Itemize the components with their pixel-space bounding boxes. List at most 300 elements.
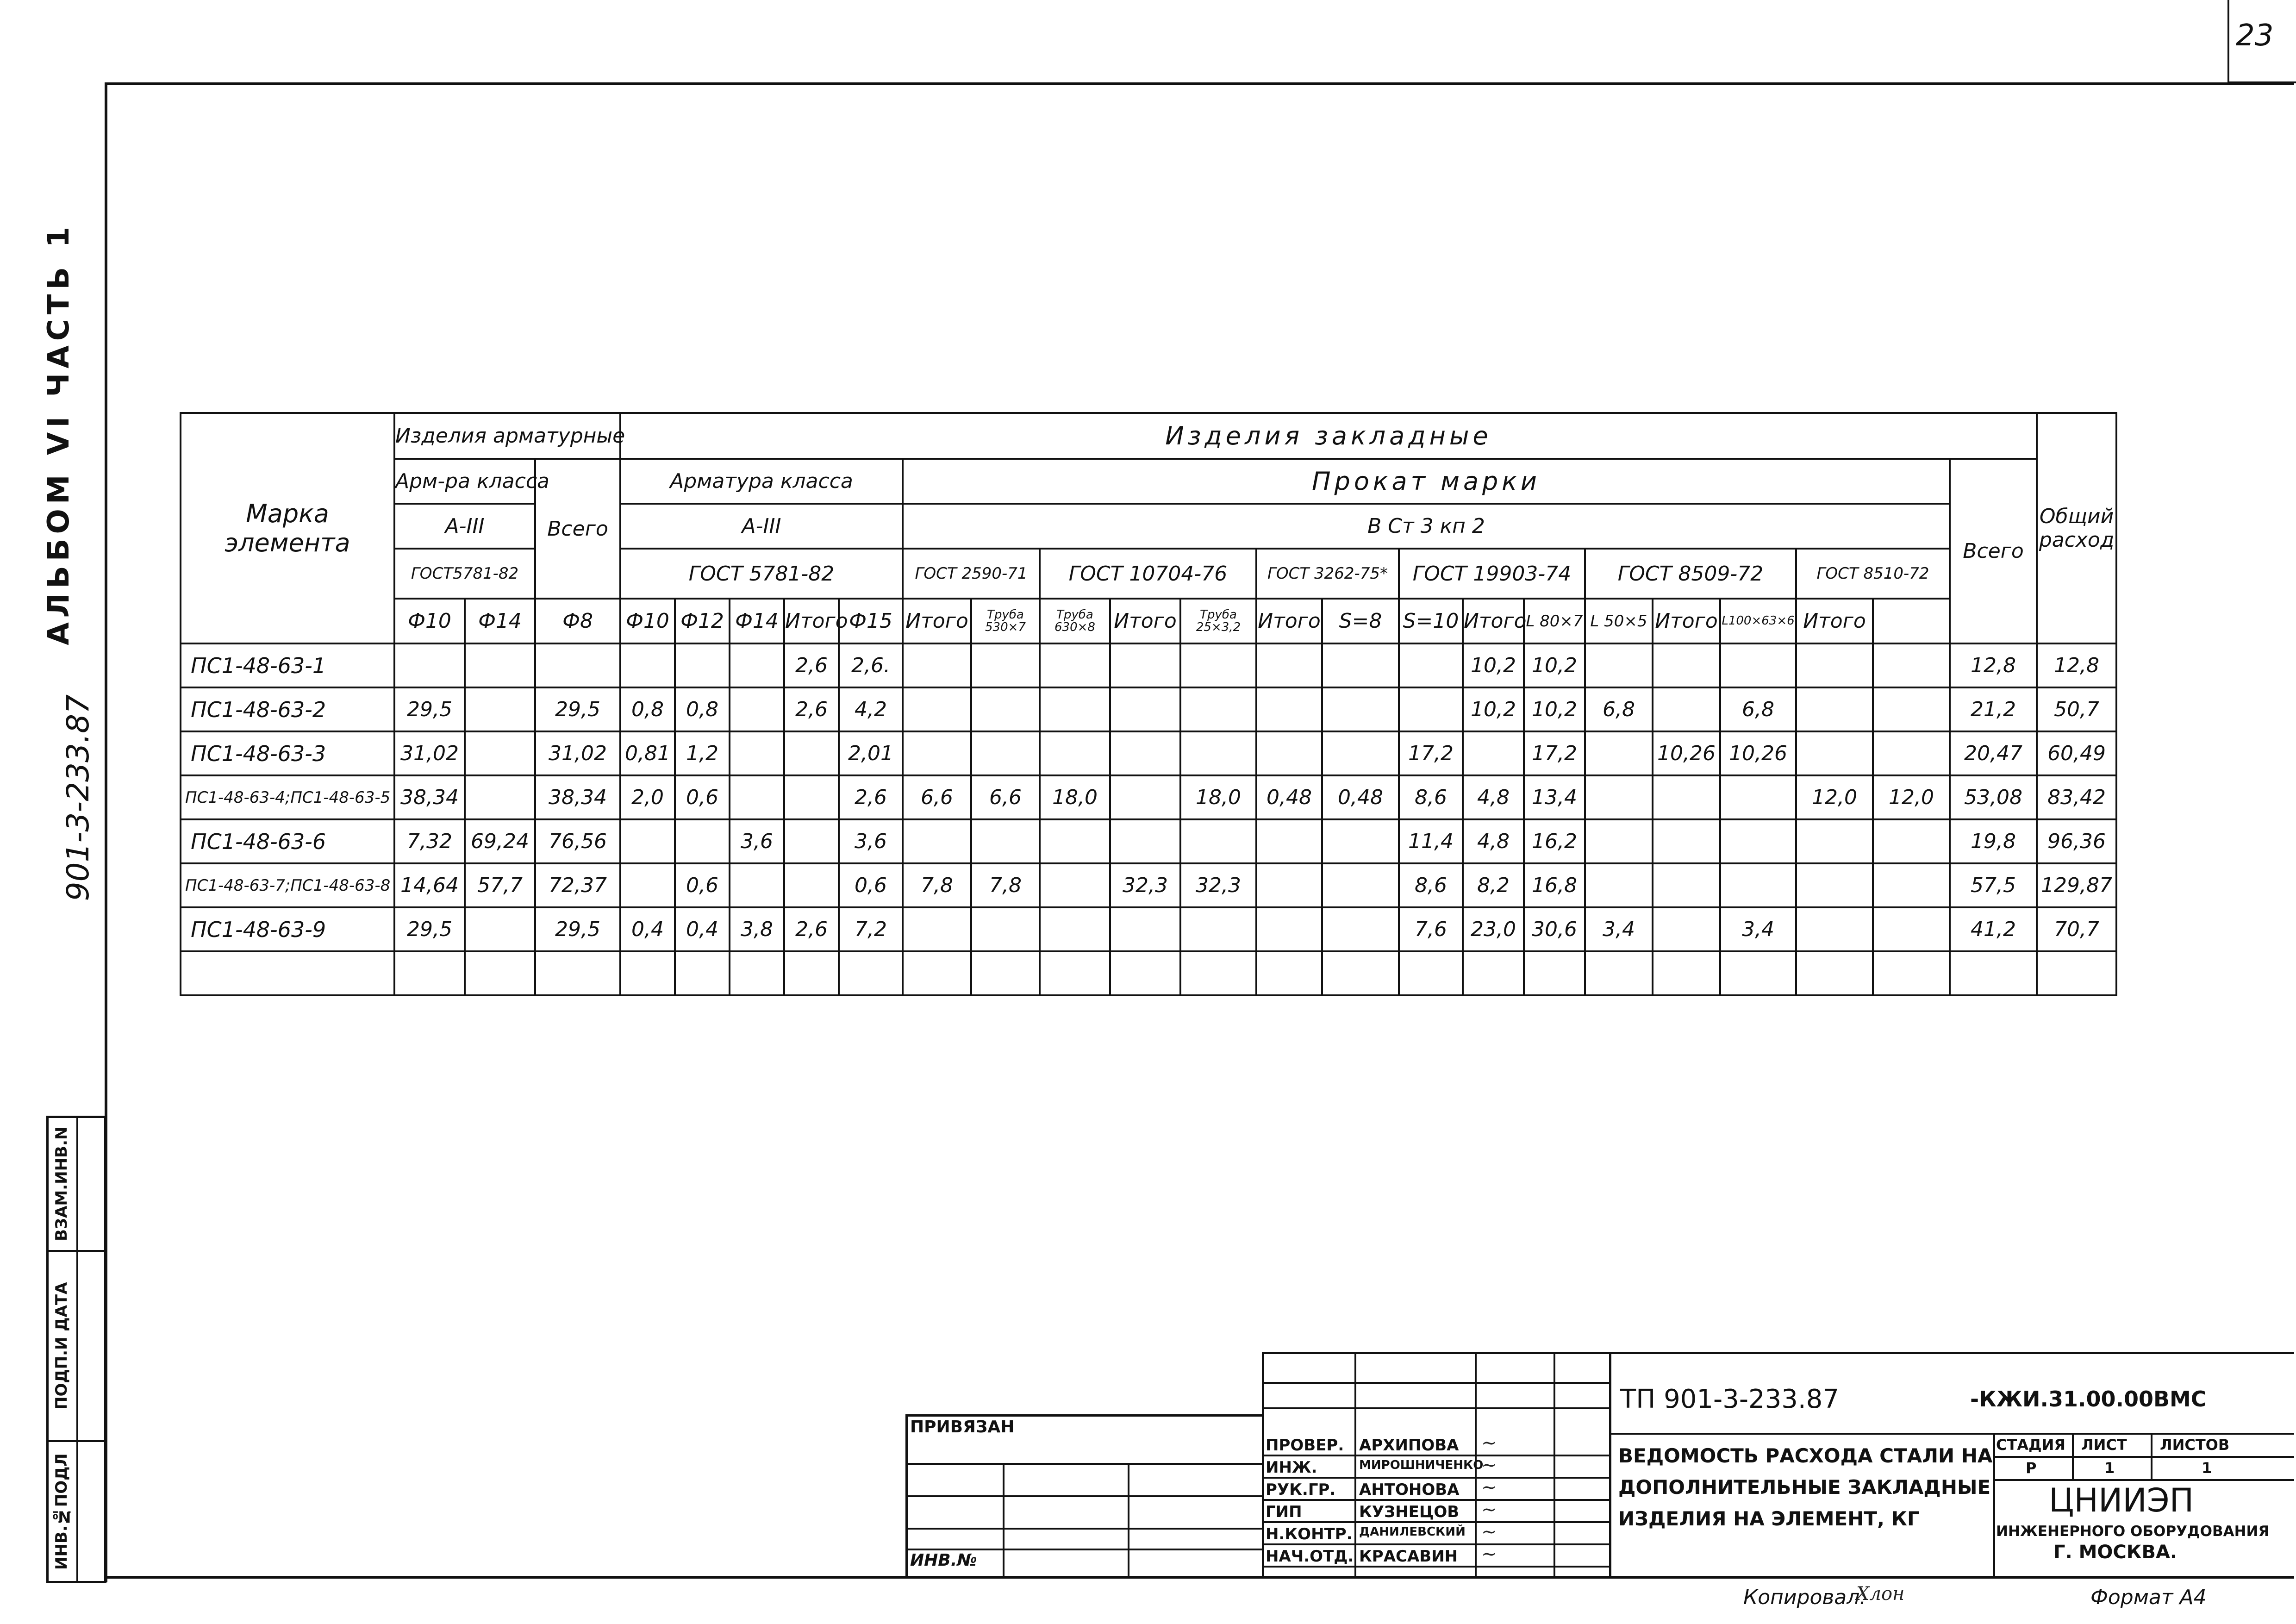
table-row xyxy=(181,687,2116,731)
table-cell xyxy=(784,863,839,907)
table-cell xyxy=(465,687,535,731)
table-cell xyxy=(1796,907,1873,951)
table-cell xyxy=(1110,907,1180,951)
album-label: АЛЬБОМ VI ЧАСТЬ 1 xyxy=(42,222,76,645)
row-marka: ПС1-48-63-9 xyxy=(181,907,394,951)
table-cell: 2,0 xyxy=(620,775,675,819)
header-armra-klassa: Арм-ра класса xyxy=(394,459,535,504)
table-cell: 7,6 xyxy=(1399,907,1463,951)
table-cell: 13,4 xyxy=(1524,775,1585,819)
table-cell xyxy=(1322,643,1399,687)
table-cell: 0,6 xyxy=(675,863,730,907)
header-vsego2: Всего xyxy=(1950,459,2037,643)
table-cell: 23,0 xyxy=(1463,907,1524,951)
table-cell xyxy=(1585,819,1653,863)
table-cell xyxy=(1796,951,1873,995)
table-cell: 0,4 xyxy=(675,907,730,951)
table-cell xyxy=(535,643,620,687)
table-cell: 2,6 xyxy=(839,775,903,819)
table-cell xyxy=(971,731,1040,775)
role-name: МИРОШНИЧЕНКО xyxy=(1359,1458,1484,1472)
table-cell xyxy=(1322,907,1399,951)
copier-signature: Хлон xyxy=(1856,1583,1905,1605)
table-cell xyxy=(730,731,784,775)
col-header: Итого xyxy=(1110,599,1180,643)
header-gost: ГОСТ 8509-72 xyxy=(1585,549,1796,599)
table-cell: 17,2 xyxy=(1399,731,1463,775)
table-row xyxy=(181,731,2116,775)
table-cell xyxy=(1256,643,1322,687)
signature-mark: ~ xyxy=(1481,1543,1497,1565)
table-cell: 7,32 xyxy=(394,819,465,863)
table-row xyxy=(181,907,2116,951)
row-marka: ПС1-48-63-2 xyxy=(181,687,394,731)
table-cell: 60,49 xyxy=(2037,731,2116,775)
table-cell: 10,2 xyxy=(1524,643,1585,687)
col-header: S=8 xyxy=(1322,599,1399,643)
table-cell xyxy=(1110,731,1180,775)
table-cell: 0,8 xyxy=(620,687,675,731)
signature-mark: ~ xyxy=(1481,1499,1497,1520)
table-cell: 50,7 xyxy=(2037,687,2116,731)
col-header: Ф14 xyxy=(730,599,784,643)
table-cell xyxy=(1256,863,1322,907)
table-cell xyxy=(675,951,730,995)
table-cell xyxy=(1720,951,1796,995)
table-row xyxy=(181,775,2116,819)
table-cell: 3,4 xyxy=(1720,907,1796,951)
table-cell xyxy=(1040,951,1110,995)
table-cell xyxy=(1463,731,1524,775)
table-cell xyxy=(1110,819,1180,863)
list-value: 1 xyxy=(2104,1459,2115,1477)
table-cell xyxy=(1399,951,1463,995)
col-header: Труба 25×3,2 xyxy=(1180,599,1256,643)
table-cell xyxy=(1585,951,1653,995)
header-armatura-klassa: Арматура класса xyxy=(620,459,903,504)
privyazan-label: ПРИВЯЗАН xyxy=(910,1418,1015,1437)
table-cell xyxy=(1180,687,1256,731)
table-cell: 41,2 xyxy=(1950,907,2037,951)
table-cell: 30,6 xyxy=(1524,907,1585,951)
col-header: L 80×7 xyxy=(1524,599,1585,643)
header-a3b: А-III xyxy=(620,504,903,549)
table-cell: 4,8 xyxy=(1463,775,1524,819)
table-cell xyxy=(1256,819,1322,863)
col-header: L 50×5 xyxy=(1585,599,1653,643)
table-cell: 7,8 xyxy=(971,863,1040,907)
table-cell xyxy=(465,775,535,819)
header-a3: А-III xyxy=(394,504,535,549)
role-label: ИНЖ. xyxy=(1266,1458,1317,1477)
table-cell xyxy=(1796,819,1873,863)
table-cell: 1,2 xyxy=(675,731,730,775)
table-cell xyxy=(1796,731,1873,775)
table-cell xyxy=(784,775,839,819)
table-cell: 57,7 xyxy=(465,863,535,907)
listov-label: ЛИСТОВ xyxy=(2160,1436,2230,1454)
col-header: Итого xyxy=(1653,599,1720,643)
table-cell: 6,6 xyxy=(903,775,971,819)
table-cell xyxy=(535,951,620,995)
table-cell xyxy=(1180,951,1256,995)
doc-code-suffix: -КЖИ.31.00.00ВМС xyxy=(1970,1387,2207,1412)
table-cell: 19,8 xyxy=(1950,819,2037,863)
col-header: Ф12 xyxy=(675,599,730,643)
inv-no-label: ИНВ.№ xyxy=(910,1551,977,1570)
header-obshchiy: Общий расход xyxy=(2037,413,2116,643)
table-cell xyxy=(1322,731,1399,775)
table-cell: 31,02 xyxy=(535,731,620,775)
table-cell: 0,6 xyxy=(675,775,730,819)
role-label: РУК.ГР. xyxy=(1266,1480,1336,1499)
table-cell xyxy=(903,687,971,731)
col-header: Труба 530×7 xyxy=(971,599,1040,643)
header-vst: В Ст 3 кп 2 xyxy=(903,504,1950,549)
col-header: Итого xyxy=(1256,599,1322,643)
listov-value: 1 xyxy=(2202,1459,2212,1477)
table-cell xyxy=(1256,951,1322,995)
table-cell: 6,8 xyxy=(1720,687,1796,731)
table-cell: 12,8 xyxy=(2037,643,2116,687)
org-name: ЦНИИЭП xyxy=(2049,1481,2194,1519)
table-cell: 0,6 xyxy=(839,863,903,907)
header-gost: ГОСТ 2590-71 xyxy=(903,549,1040,599)
header-gost: ГОСТ 5781-82 xyxy=(620,549,903,599)
doc-code: ТП 901-3-233.87 xyxy=(1620,1384,1839,1414)
table-cell: 29,5 xyxy=(394,907,465,951)
table-cell: 32,3 xyxy=(1110,863,1180,907)
table-cell: 0,48 xyxy=(1322,775,1399,819)
row-marka: ПС1-48-63-1 xyxy=(181,643,394,687)
table-cell xyxy=(1653,775,1720,819)
col-header: Ф8 xyxy=(535,599,620,643)
table-cell: 7,2 xyxy=(839,907,903,951)
table-cell xyxy=(1653,643,1720,687)
table-cell: 12,0 xyxy=(1873,775,1950,819)
table-cell xyxy=(1653,687,1720,731)
table-cell: 16,2 xyxy=(1524,819,1585,863)
table-cell xyxy=(1040,907,1110,951)
table-cell xyxy=(971,819,1040,863)
table-cell xyxy=(1796,643,1873,687)
stadiya-value: Р xyxy=(2026,1459,2037,1477)
table-cell: 11,4 xyxy=(1399,819,1463,863)
table-cell xyxy=(1720,819,1796,863)
table-row xyxy=(181,863,2116,907)
table-cell: 20,47 xyxy=(1950,731,2037,775)
table-row xyxy=(181,951,2116,995)
copied-label: Копировал: xyxy=(1743,1586,1867,1609)
table-cell xyxy=(394,951,465,995)
table-cell xyxy=(675,643,730,687)
doc-title-line: ВЕДОМОСТЬ РАСХОДА СТАЛИ НА xyxy=(1618,1444,1993,1467)
table-cell: 8,6 xyxy=(1399,863,1463,907)
table-cell xyxy=(1585,863,1653,907)
row-marka: ПС1-48-63-6 xyxy=(181,819,394,863)
table-cell: 38,34 xyxy=(535,775,620,819)
table-cell xyxy=(1110,687,1180,731)
table-cell xyxy=(1110,951,1180,995)
signature-mark: ~ xyxy=(1481,1521,1497,1543)
table-cell xyxy=(1585,643,1653,687)
table-cell: 3,6 xyxy=(839,819,903,863)
header-vsego: Всего xyxy=(535,459,620,599)
table-cell xyxy=(1180,731,1256,775)
table-cell: 10,26 xyxy=(1720,731,1796,775)
table-cell xyxy=(1950,951,2037,995)
role-label: ПРОВЕР. xyxy=(1266,1436,1344,1455)
table-cell: 10,2 xyxy=(1524,687,1585,731)
table-cell xyxy=(1040,819,1110,863)
table-cell xyxy=(1322,819,1399,863)
header-prokat: Прокат марки xyxy=(903,459,1950,504)
table-cell xyxy=(730,775,784,819)
table-cell xyxy=(465,951,535,995)
table-cell: 10,26 xyxy=(1653,731,1720,775)
table-cell xyxy=(903,907,971,951)
table-cell: 4,2 xyxy=(839,687,903,731)
table-cell xyxy=(1322,863,1399,907)
table-cell xyxy=(730,643,784,687)
row-marka: ПС1-48-63-7;ПС1-48-63-8 xyxy=(181,863,394,907)
table-cell xyxy=(1796,863,1873,907)
table-cell xyxy=(1720,643,1796,687)
header-gost: ГОСТ 8510-72 xyxy=(1796,549,1950,599)
table-cell xyxy=(1873,643,1950,687)
table-cell xyxy=(903,731,971,775)
table-cell xyxy=(1720,863,1796,907)
table-cell xyxy=(971,951,1040,995)
col-header: Ф14 xyxy=(465,599,535,643)
table-cell xyxy=(1873,731,1950,775)
table-cell xyxy=(1180,819,1256,863)
role-label: Н.КОНТР. xyxy=(1266,1525,1353,1543)
table-cell: 21,2 xyxy=(1950,687,2037,731)
table-cell: 53,08 xyxy=(1950,775,2037,819)
table-cell: 8,6 xyxy=(1399,775,1463,819)
doc-title-line: ДОПОЛНИТЕЛЬНЫЕ ЗАКЛАДНЫЕ xyxy=(1618,1476,1991,1499)
table-cell: 57,5 xyxy=(1950,863,2037,907)
col-header: L100×63×6 xyxy=(1720,599,1796,643)
table-cell: 8,2 xyxy=(1463,863,1524,907)
table-cell: 38,34 xyxy=(394,775,465,819)
project-code-margin: 901-3-233.87 xyxy=(60,694,96,901)
sheet-number-border xyxy=(2227,0,2229,83)
header-marka: Марка элемента xyxy=(181,413,394,643)
table-cell xyxy=(1399,687,1463,731)
table-cell: 83,42 xyxy=(2037,775,2116,819)
table-cell: 2,6. xyxy=(839,643,903,687)
table-cell xyxy=(620,951,675,995)
stamp-inv: ИНВ.№ПОДЛ xyxy=(52,1453,71,1570)
table-cell: 0,81 xyxy=(620,731,675,775)
table-cell xyxy=(1040,687,1110,731)
stadiya-label: СТАДИЯ xyxy=(1996,1436,2065,1454)
table-cell xyxy=(1180,907,1256,951)
table-cell: 4,8 xyxy=(1463,819,1524,863)
table-cell xyxy=(465,907,535,951)
col-header: Итого xyxy=(903,599,971,643)
table-cell xyxy=(465,643,535,687)
doc-title-line: ИЗДЕЛИЯ НА ЭЛЕМЕНТ, КГ xyxy=(1618,1507,1920,1530)
table-cell xyxy=(2037,951,2116,995)
side-stamp xyxy=(46,1116,106,1583)
table-cell xyxy=(1585,775,1653,819)
col-header: Ф10 xyxy=(394,599,465,643)
list-label: ЛИСТ xyxy=(2081,1436,2127,1454)
table-cell xyxy=(620,863,675,907)
table-cell xyxy=(1653,907,1720,951)
table-cell xyxy=(784,731,839,775)
col-header: Итого xyxy=(784,599,839,643)
format-label: Формат А4 xyxy=(2090,1586,2207,1609)
header-izd-zakl: Изделия закладные xyxy=(620,413,2037,459)
header-gost: ГОСТ 19903-74 xyxy=(1399,549,1585,599)
table-cell xyxy=(784,951,839,995)
table-cell xyxy=(1873,687,1950,731)
table-cell xyxy=(1720,775,1796,819)
table-cell xyxy=(1463,951,1524,995)
table-cell xyxy=(1399,643,1463,687)
table-cell xyxy=(1040,643,1110,687)
table-cell: 3,8 xyxy=(730,907,784,951)
table-cell: 0,4 xyxy=(620,907,675,951)
stamp-vzam: ВЗАМ.ИНВ.N xyxy=(52,1126,71,1242)
table-cell: 2,6 xyxy=(784,687,839,731)
table-cell xyxy=(903,643,971,687)
col-header: Итого xyxy=(1796,599,1873,643)
role-label: ГИП xyxy=(1266,1503,1302,1521)
table-cell xyxy=(1110,643,1180,687)
table-cell xyxy=(1322,687,1399,731)
table-cell: 12,0 xyxy=(1796,775,1873,819)
table-cell: 14,64 xyxy=(394,863,465,907)
table-cell: 69,24 xyxy=(465,819,535,863)
role-name: АРХИПОВА xyxy=(1359,1436,1459,1455)
table-cell xyxy=(903,819,971,863)
table-cell xyxy=(730,687,784,731)
table-cell xyxy=(1796,687,1873,731)
table-cell: 3,4 xyxy=(1585,907,1653,951)
role-label: НАЧ.ОТД. xyxy=(1266,1547,1354,1566)
table-cell: 7,8 xyxy=(903,863,971,907)
table-cell: 76,56 xyxy=(535,819,620,863)
row-marka: ПС1-48-63-3 xyxy=(181,731,394,775)
table-cell xyxy=(1873,907,1950,951)
table-cell: 2,6 xyxy=(784,907,839,951)
table-cell xyxy=(1873,951,1950,995)
steel-consumption-table xyxy=(180,412,2117,996)
row-marka xyxy=(181,951,394,995)
role-name: КУЗНЕЦОВ xyxy=(1359,1503,1460,1521)
table-cell xyxy=(1873,863,1950,907)
table-cell xyxy=(730,951,784,995)
sheet-number: 23 xyxy=(2236,19,2274,53)
table-cell xyxy=(1524,951,1585,995)
table-cell xyxy=(1180,643,1256,687)
header-gost: ГОСТ 3262-75* xyxy=(1256,549,1399,599)
table-row xyxy=(181,643,2116,687)
table-cell xyxy=(971,907,1040,951)
signature-mark: ~ xyxy=(1481,1432,1497,1454)
table-cell: 2,01 xyxy=(839,731,903,775)
table-cell xyxy=(839,951,903,995)
table-cell xyxy=(971,643,1040,687)
row-marka: ПС1-48-63-4;ПС1-48-63-5 xyxy=(181,775,394,819)
role-name: ДАНИЛЕВСКИЙ xyxy=(1359,1525,1466,1539)
table-cell xyxy=(1585,731,1653,775)
table-cell: 29,5 xyxy=(535,907,620,951)
table-cell: 10,2 xyxy=(1463,643,1524,687)
col-header: Ф15 xyxy=(839,599,903,643)
table-cell: 32,3 xyxy=(1180,863,1256,907)
table-cell xyxy=(903,951,971,995)
table-cell: 16,8 xyxy=(1524,863,1585,907)
table-cell: 17,2 xyxy=(1524,731,1585,775)
col-header: Итого xyxy=(1463,599,1524,643)
table-cell: 96,36 xyxy=(2037,819,2116,863)
col-header: Труба 630×8 xyxy=(1040,599,1110,643)
table-cell: 18,0 xyxy=(1180,775,1256,819)
col-header: S=10 xyxy=(1399,599,1463,643)
table-cell xyxy=(675,819,730,863)
table-cell xyxy=(1653,819,1720,863)
table-cell: 0,8 xyxy=(675,687,730,731)
table-cell xyxy=(465,731,535,775)
role-name: КРАСАВИН xyxy=(1359,1547,1458,1566)
table-cell: 6,8 xyxy=(1585,687,1653,731)
stamp-podp: ПОДП.И ДАТА xyxy=(52,1282,71,1410)
table-cell: 2,6 xyxy=(784,643,839,687)
table-cell: 18,0 xyxy=(1040,775,1110,819)
table-cell xyxy=(784,819,839,863)
signature-mark: ~ xyxy=(1481,1477,1497,1498)
table-cell: 6,6 xyxy=(971,775,1040,819)
table-row xyxy=(181,819,2116,863)
table-cell: 129,87 xyxy=(2037,863,2116,907)
header-gost: ГОСТ5781-82 xyxy=(394,549,535,599)
table-cell xyxy=(394,643,465,687)
table-cell: 29,5 xyxy=(535,687,620,731)
table-cell: 72,37 xyxy=(535,863,620,907)
table-cell xyxy=(730,863,784,907)
table-cell xyxy=(1256,907,1322,951)
table-cell: 70,7 xyxy=(2037,907,2116,951)
signature-mark: ~ xyxy=(1481,1455,1497,1476)
header-izd-arm: Изделия арматурные xyxy=(394,413,620,459)
table-cell: 3,6 xyxy=(730,819,784,863)
table-cell: 29,5 xyxy=(394,687,465,731)
header-gost: ГОСТ 10704-76 xyxy=(1040,549,1256,599)
table-cell xyxy=(1256,687,1322,731)
table-cell xyxy=(620,819,675,863)
col-header: Ф10 xyxy=(620,599,675,643)
org-city: Г. МОСКВА. xyxy=(2053,1542,2177,1563)
table-cell xyxy=(1040,731,1110,775)
role-name: АНТОНОВА xyxy=(1359,1480,1460,1499)
table-cell xyxy=(620,643,675,687)
table-cell xyxy=(1873,819,1950,863)
table-cell xyxy=(1653,951,1720,995)
org-subtitle: ИНЖЕНЕРНОГО ОБОРУДОВАНИЯ xyxy=(1996,1523,2270,1540)
table-cell xyxy=(1653,863,1720,907)
table-cell: 31,02 xyxy=(394,731,465,775)
table-cell: 0,48 xyxy=(1256,775,1322,819)
table-cell xyxy=(1256,731,1322,775)
table-cell xyxy=(971,687,1040,731)
table-cell: 12,8 xyxy=(1950,643,2037,687)
